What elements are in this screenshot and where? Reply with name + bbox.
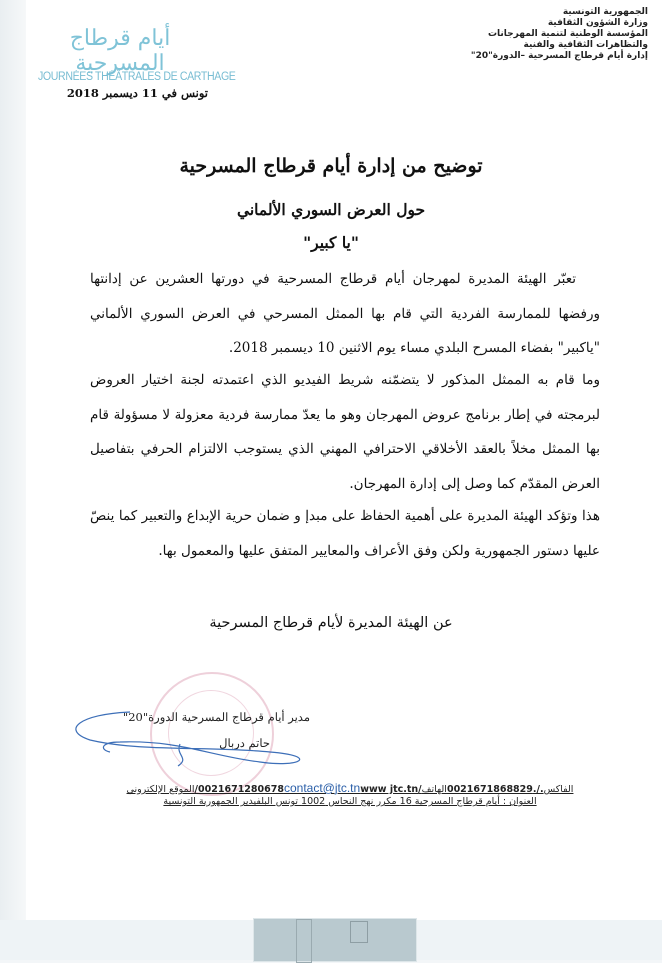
- signatory-title: مدير أيام قرطاج المسرحية الدورة"20": [122, 710, 310, 724]
- ministry-header: [418, 7, 648, 62]
- document-title: توضيح من إدارة أيام قرطاج المسرحية: [179, 155, 483, 177]
- page-edge-shadow: [0, 0, 26, 960]
- ministry-line: إدارة أيام قرطاج المسرحية –الدورة"20": [470, 51, 648, 61]
- email-link[interactable]: contact@jtc.tn: [283, 781, 361, 795]
- festival-logo-french: JOURNÉES THÉÂTRALES DE CARTHAGE: [38, 71, 236, 83]
- paragraph-freedom: هذا وتؤكد الهيئة المديرة على أهمية الحفاظ على مبدإ و ضمان حرية الإبداع والتعبير كما ينصّ عليها دستور الجمهورية ولكن وفق الأعراف والمعايير المتفق عليها والمعمول بها.: [90, 508, 600, 559]
- fax-number: ./.0021671868829: [446, 784, 544, 795]
- paragraph-explanation: وما قام به الممثل المذكور لا يتضمّنه شريط الفيديو الذي اعتمدته لجنة اختيار العروض لبرمجته في إطار برنامج عروض المهرجان وهو ما يعدّ ممارسة فردية معزولة لا مسؤولة قام بها الممثل مخلاً بالعقد الأخلاقي الاحترافي المهني الذي يستوجب الالتزام الحرفي بتفاصيل العرض المقدّم كما وصل إلى إدارة المهرجان.: [90, 372, 600, 492]
- closing-line: عن الهيئة المديرة لأيام قرطاج المسرحية: [209, 615, 453, 631]
- phone-number: /0021671280678: [198, 784, 422, 795]
- show-name: "يا كبير": [303, 233, 359, 252]
- handwritten-signature: [60, 700, 320, 770]
- letter-date: تونس في 11 ديسمبر 2018: [66, 86, 208, 100]
- ministry-line: المؤسسة الوطنية لتنمية المهرجانات: [488, 29, 648, 39]
- tower-shape: [296, 919, 312, 963]
- festival-logo-arabic: أيام قرطاج المسرحية: [69, 26, 171, 76]
- document-subtitle: حول العرض السوري الألماني: [236, 200, 426, 219]
- ministry-line: وزارة الشؤون الثقافية: [547, 18, 648, 28]
- ministry-line: والتظاهرات الثقافية والفنية: [523, 40, 648, 50]
- address-line: العنوان : أيام قرطاج المسرحية 16 مكرر نهج النحاس 1002 تونس البلفيدير الجمهورية التونسية: [163, 796, 537, 807]
- window-shape: [350, 921, 368, 943]
- website-label: الموقع الإلكتروني: [126, 784, 195, 795]
- paragraph-condemnation: تعبّر الهيئة المديرة لمهرجان أيام قرطاج المسرحية في دورتها العشرين عن إدانتها ورفضها للممارسة الفردية التي قام بها الممثل المسرحي في العرض السوري الألماني "ياكبير" بفضاء المسرح البلدي مساء يوم الاثنين 10 ديسمبر 2018.: [90, 271, 600, 356]
- website-link[interactable]: www jtc.tn/: [194, 784, 419, 795]
- contact-line: [90, 781, 610, 795]
- ministry-line: الجمهورية التونسية: [562, 7, 648, 17]
- phone-label: الهاتف: [421, 784, 447, 795]
- signatory-name: حاتم دربال: [219, 736, 270, 750]
- fax-label: الفاكس: [543, 784, 574, 795]
- building-photo-fragment: [253, 918, 417, 962]
